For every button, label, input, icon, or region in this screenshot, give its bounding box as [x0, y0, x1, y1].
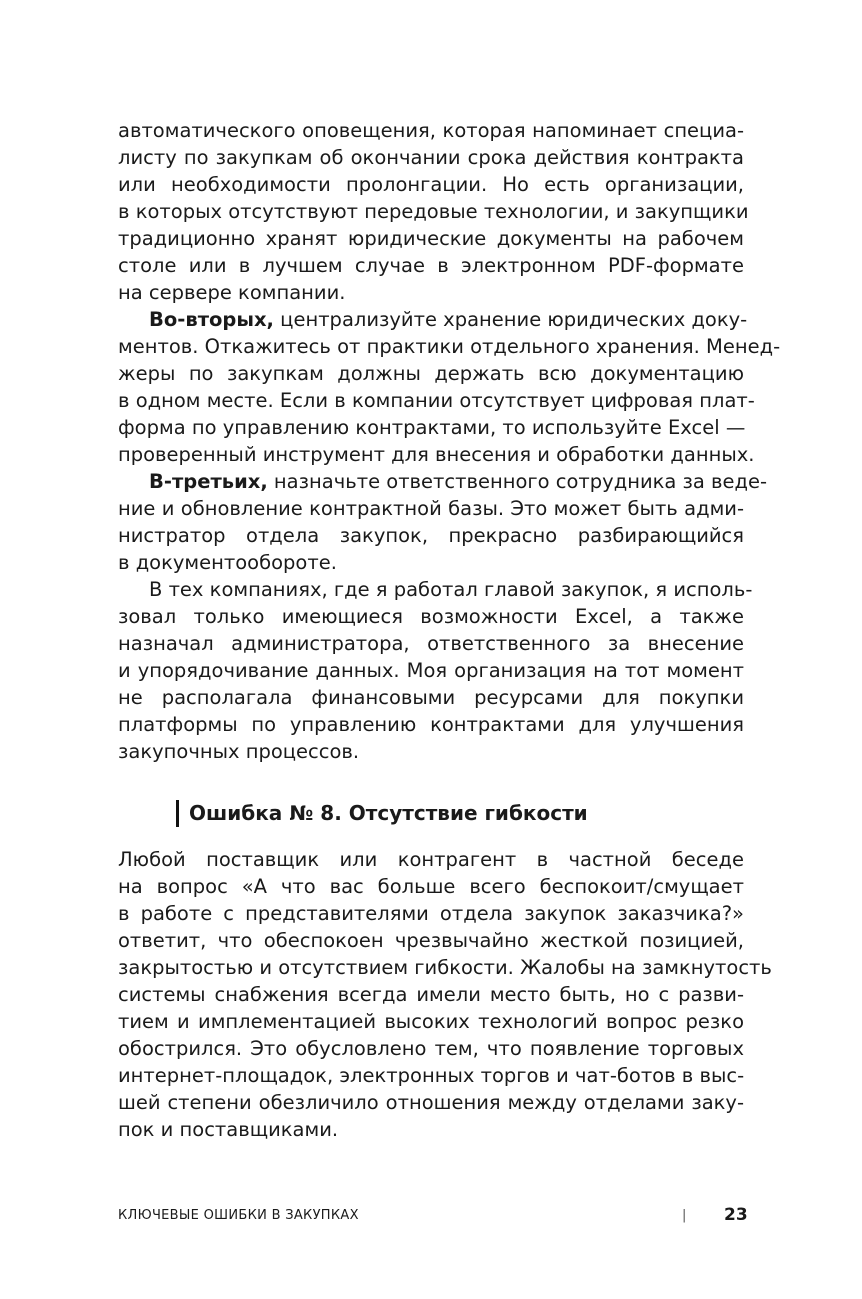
text-line: не располагала финансовыми ресурсами для покупки	[118, 686, 744, 709]
text-line: и упорядочивание данных. Моя организация на тот момент	[118, 659, 744, 682]
text-line: ответит, что обеспокоен чрезвычайно жесткой позицией,	[118, 929, 744, 952]
paragraph-first-line: В тех компаниях, где я работал главой закупок, я исполь-	[149, 578, 753, 601]
text-line: закупочных процессов.	[118, 740, 360, 763]
section-text	[118, 846, 772, 1143]
paragraph-first-line	[118, 468, 768, 495]
text-line: в которых отсутствуют передовые технологии, и закупщики	[118, 200, 749, 223]
text-line: платформы по управлению контрактами для улучшения	[118, 713, 744, 736]
bold-lead: Во-вторых,	[149, 308, 274, 331]
text-line: шей степени обезличило отношения между отделами заку-	[118, 1091, 744, 1114]
text-line: закрытостью и отсутствием гибкости. Жалобы на замкнутость	[118, 956, 772, 979]
bold-lead: В-третьих,	[149, 470, 268, 493]
text-fragment: централизуйте хранение юридических доку-	[273, 308, 748, 331]
text-line: тием и имплементацией высоких технологий вопрос резко	[118, 1010, 744, 1033]
text-line: автоматического оповещения, которая напоминает специа-	[118, 119, 744, 142]
heading-bar	[176, 800, 179, 827]
text-fragment: назначьте ответственного сотрудника за веде-	[267, 470, 768, 493]
text-line: нистратор отдела закупок, прекрасно разбирающийся	[118, 524, 744, 547]
text-line: в одном месте. Если в компании отсутствует цифровая плат-	[118, 389, 755, 412]
running-footer: КЛЮЧЕВЫЕ ОШИБКИ В ЗАКУПКАХ	[118, 1208, 359, 1223]
text-line: в работе с представителями отдела закупок заказчика?»	[118, 902, 744, 925]
text-line: проверенный инструмент для внесения и обработки данных.	[118, 443, 755, 466]
text-line: жеры по закупкам должны держать всю документацию	[118, 362, 744, 385]
text-line: традиционно хранят юридические документы на рабочем	[118, 227, 744, 250]
text-line: ние и обновление контрактной базы. Это может быть адми-	[118, 497, 744, 520]
text-line: зовал только имеющиеся возможности Excel, а также	[118, 605, 744, 628]
text-line: в документообороте.	[118, 551, 337, 574]
main-text	[118, 117, 781, 765]
text-line: пок и поставщиками.	[118, 1118, 339, 1141]
page-number: 23	[724, 1205, 748, 1225]
text-line: или необходимости пролонгации. Но есть организации,	[118, 173, 744, 196]
text-line: Любой поставщик или контрагент в частной беседе	[118, 848, 744, 871]
text-line: назначал администратора, ответственного за внесение	[118, 632, 744, 655]
text-line: столе или в лучшем случае в электронном PDF-формате	[118, 254, 744, 277]
text-line: форма по управлению контрактами, то используйте Excel —	[118, 416, 746, 439]
text-line: системы снабжения всегда имели место быть, но с разви-	[118, 983, 744, 1006]
paragraph-first-line	[118, 306, 748, 333]
text-line: ментов. Откажитесь от практики отдельного хранения. Менед-	[118, 335, 781, 358]
text-line: листу по закупкам об окончании срока действия контракта	[118, 146, 744, 169]
text-line: обострился. Это обусловлено тем, что появление торговых	[118, 1037, 744, 1060]
text-line: на сервере компании.	[118, 281, 346, 304]
heading-text: Ошибка № 8. Отсутствие гибкости	[189, 801, 588, 825]
text-line: интернет-площадок, электронных торгов и чат-ботов в выс-	[118, 1064, 745, 1087]
footer-separator: |	[682, 1208, 687, 1223]
text-line: на вопрос «А что вас больше всего беспокоит/смущает	[118, 875, 744, 898]
